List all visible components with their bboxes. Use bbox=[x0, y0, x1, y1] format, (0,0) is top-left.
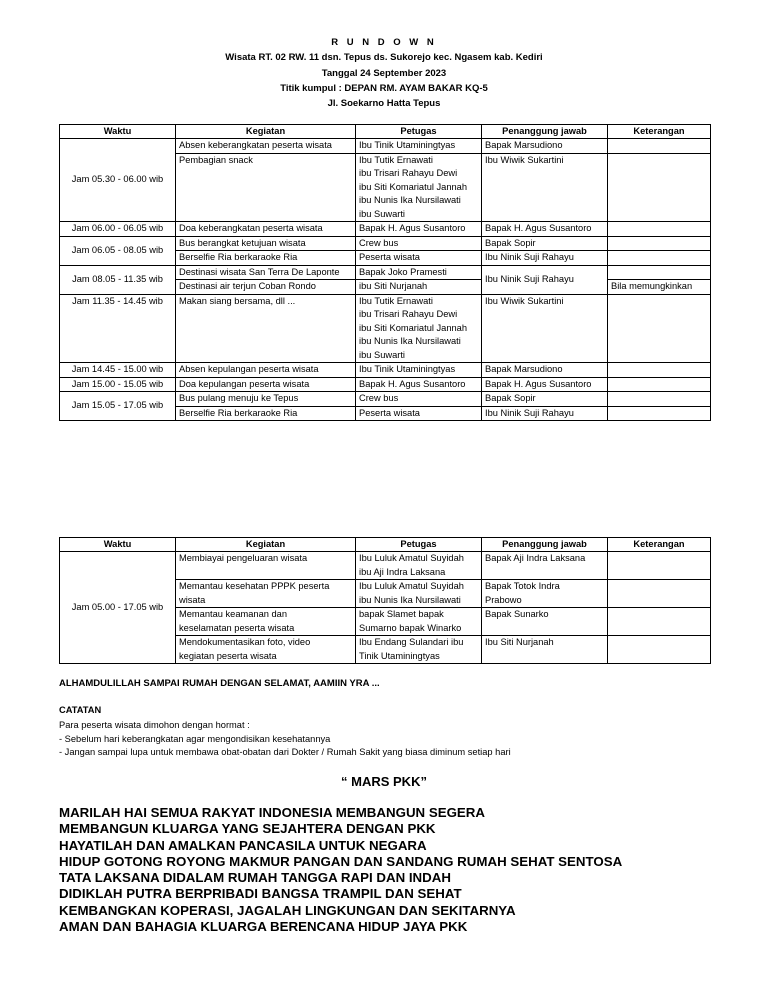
keterangan-cell: Bila memungkinkan bbox=[608, 280, 711, 295]
table-row bbox=[60, 222, 711, 237]
penanggung-line: Bapak Aji Indra Laksana bbox=[485, 553, 586, 563]
header-date: Tanggal 24 September 2023 bbox=[321, 67, 447, 79]
table-header-row bbox=[60, 538, 711, 552]
kegiatan-cell: Berselfie Ria berkaraoke Ria bbox=[176, 406, 356, 421]
time-cell: Jam 06.00 - 06.05 wib bbox=[60, 222, 176, 237]
penanggung-cell bbox=[482, 608, 608, 636]
petugas-cell: Peserta wisata bbox=[356, 406, 482, 421]
lyric-line: AMAN DAN BAHAGIA KLUARGA BERENCANA HIDUP JAYA PKK bbox=[59, 919, 468, 935]
time-cell: Jam 08.05 - 11.35 wib bbox=[60, 265, 176, 294]
petugas-line: Ibu Luluk Amatul Suyidah bbox=[359, 581, 464, 591]
column-header-penanggung-jawab: Penanggung jawab bbox=[482, 538, 608, 552]
column-header-waktu: Waktu bbox=[60, 538, 176, 552]
petugas-cell: Ibu Tinik Utaminingtyas bbox=[356, 139, 482, 154]
petugas-name: ibu Siti Komariatul Jannah bbox=[359, 181, 468, 192]
rundown-table bbox=[59, 124, 711, 421]
keterangan-cell bbox=[608, 392, 711, 407]
kegiatan-cell: Destinasi air terjun Coban Rondo bbox=[176, 280, 356, 295]
anthem-title: “ MARS PKK” bbox=[341, 774, 427, 789]
time-cell: Jam 15.05 - 17.05 wib bbox=[60, 392, 176, 421]
petugas-line: Ibu Luluk Amatul Suyidah bbox=[359, 553, 464, 563]
penanggung-cell bbox=[482, 552, 608, 580]
keterangan-cell bbox=[608, 222, 711, 237]
petugas-cell: ibu Siti Nurjanah bbox=[356, 280, 482, 295]
table-row bbox=[60, 236, 711, 251]
penanggung-cell: Ibu Ninik Suji Rahayu bbox=[482, 251, 608, 266]
support-duties-table bbox=[59, 537, 711, 664]
petugas-line: bapak Slamet bapak bbox=[359, 609, 444, 619]
keterangan-cell bbox=[608, 265, 711, 280]
kegiatan-line: Mendokumentasikan foto, video bbox=[179, 637, 311, 647]
column-header-kegiatan: Kegiatan bbox=[176, 125, 356, 139]
kegiatan-line: kegiatan peserta wisata bbox=[179, 650, 277, 661]
keterangan-cell bbox=[608, 153, 711, 222]
column-header-waktu: Waktu bbox=[60, 125, 176, 139]
lyric-line: HIDUP GOTONG ROYONG MAKMUR PANGAN DAN SANDANG RUMAH SEHAT SENTOSA bbox=[59, 853, 623, 869]
petugas-cell bbox=[356, 608, 482, 636]
keterangan-cell bbox=[608, 552, 711, 580]
penanggung-cell bbox=[482, 636, 608, 664]
time-cell: Jam 05.00 - 17.05 wib bbox=[60, 552, 176, 664]
penanggung-cell: Bapak Marsudiono bbox=[482, 363, 608, 378]
time-cell: Jam 11.35 - 14.45 wib bbox=[60, 294, 176, 363]
keterangan-cell bbox=[608, 236, 711, 251]
petugas-cell bbox=[356, 636, 482, 664]
petugas-name: ibu Trisari Rahayu Dewi bbox=[359, 168, 458, 178]
column-header-penanggung-jawab: Penanggung jawab bbox=[482, 125, 608, 139]
lyric-line: HAYATILAH DAN AMALKAN PANCASILA UNTUK NEGARA bbox=[59, 837, 427, 853]
table-header-row bbox=[60, 125, 711, 139]
kegiatan-cell: Absen keberangkatan peserta wisata bbox=[176, 139, 356, 154]
header-address: Jl. Soekarno Hatta Tepus bbox=[327, 98, 441, 110]
keterangan-cell bbox=[608, 363, 711, 378]
table-row bbox=[60, 377, 711, 392]
column-header-keterangan: Keterangan bbox=[608, 125, 711, 139]
petugas-line: ibu Aji Indra Laksana bbox=[359, 566, 446, 577]
keterangan-cell bbox=[608, 251, 711, 266]
penanggung-cell: Ibu Wiwik Sukartini bbox=[482, 294, 608, 363]
petugas-cell: Peserta wisata bbox=[356, 251, 482, 266]
table-row bbox=[60, 294, 711, 363]
kegiatan-cell bbox=[176, 636, 356, 664]
kegiatan-cell bbox=[176, 580, 356, 608]
time-cell: Jam 06.05 - 08.05 wib bbox=[60, 236, 176, 265]
kegiatan-line: keselamatan peserta wisata bbox=[179, 622, 295, 633]
petugas-cell bbox=[356, 580, 482, 608]
column-header-keterangan: Keterangan bbox=[608, 538, 711, 552]
petugas-line: Ibu Endang Sulandari ibu bbox=[359, 637, 464, 647]
kegiatan-line: wisata bbox=[179, 594, 206, 605]
petugas-name: Ibu Tutik Ernawati bbox=[359, 295, 433, 306]
table-row bbox=[60, 265, 711, 280]
keterangan-cell bbox=[608, 636, 711, 664]
petugas-cell: Ibu Tinik Utaminingtyas bbox=[356, 363, 482, 378]
petugas-line: Tinik Utaminingtyas bbox=[359, 650, 440, 661]
penanggung-line: Ibu Siti Nurjanah bbox=[485, 637, 554, 647]
penanggung-line: Bapak Sunarko bbox=[485, 609, 549, 619]
notes-item: - Sebelum hari keberangkatan agar mengondisikan kesehatannya bbox=[59, 733, 331, 744]
kegiatan-cell: Bus berangkat ketujuan wisata bbox=[176, 236, 356, 251]
penanggung-cell: Bapak Sopir bbox=[482, 392, 608, 407]
lyric-line: TATA LAKSANA DIDALAM RUMAH TANGGA RAPI DAN INDAH bbox=[59, 870, 451, 886]
notes-label: CATATAN bbox=[59, 705, 102, 715]
time-cell: Jam 05.30 - 06.00 wib bbox=[60, 139, 176, 222]
petugas-cell bbox=[356, 552, 482, 580]
column-header-kegiatan: Kegiatan bbox=[176, 538, 356, 552]
kegiatan-cell: Berselfie Ria berkaraoke Ria bbox=[176, 251, 356, 266]
petugas-cell bbox=[356, 153, 482, 222]
penanggung-cell: Ibu Ninik Suji Rahayu bbox=[482, 406, 608, 421]
kegiatan-cell: Doa keberangkatan peserta wisata bbox=[176, 222, 356, 237]
penanggung-cell: Bapak Marsudiono bbox=[482, 139, 608, 154]
petugas-name: ibu Nunis Ika Nursilawati bbox=[359, 195, 461, 205]
lyric-line: MARILAH HAI SEMUA RAKYAT INDONESIA MEMBANGUN SEGERA bbox=[59, 805, 486, 820]
petugas-name: ibu Siti Komariatul Jannah bbox=[359, 322, 468, 333]
table-row bbox=[60, 392, 711, 407]
notes-section bbox=[59, 704, 511, 760]
petugas-name: ibu Suwarti bbox=[359, 208, 405, 219]
lyric-line: MEMBANGUN KLUARGA YANG SEJAHTERA DENGAN PKK bbox=[59, 821, 436, 837]
petugas-name: ibu Trisari Rahayu Dewi bbox=[359, 309, 458, 319]
column-header-petugas: Petugas bbox=[356, 125, 482, 139]
penanggung-cell: Bapak H. Agus Susantoro bbox=[482, 222, 608, 237]
table-row bbox=[60, 139, 711, 154]
kegiatan-cell: Pembagian snack bbox=[176, 153, 356, 222]
penanggung-cell bbox=[482, 580, 608, 608]
table-row bbox=[60, 552, 711, 580]
kegiatan-line: Memantau kesehatan PPPK peserta bbox=[179, 581, 330, 591]
kegiatan-line: Membiayai pengeluaran wisata bbox=[179, 553, 308, 563]
petugas-cell: Crew bus bbox=[356, 236, 482, 251]
petugas-cell: Bapak H. Agus Susantoro bbox=[356, 377, 482, 392]
petugas-cell: Crew bus bbox=[356, 392, 482, 407]
keterangan-cell bbox=[608, 608, 711, 636]
penanggung-line: Bapak Totok Indra bbox=[485, 581, 560, 591]
penanggung-line: Prabowo bbox=[485, 594, 522, 605]
petugas-line: ibu Nunis Ika Nursilawati bbox=[359, 594, 461, 605]
keterangan-cell bbox=[608, 580, 711, 608]
petugas-cell: Bapak H. Agus Susantoro bbox=[356, 222, 482, 237]
time-cell: Jam 15.00 - 15.05 wib bbox=[60, 377, 176, 392]
penanggung-cell: Ibu Ninik Suji Rahayu bbox=[482, 265, 608, 294]
header-meeting-point: Titik kumpul : DEPAN RM. AYAM BAKAR KQ-5 bbox=[280, 82, 488, 94]
notes-item: - Jangan sampai lupa untuk membawa obat-obatan dari Dokter / Rumah Sakit yang biasa diminum setiap hari bbox=[59, 747, 511, 758]
lyric-line: DIDIKLAH PUTRA BERPRIBADI BANGSA TRAMPIL DAN SEHAT bbox=[59, 886, 462, 902]
petugas-name: ibu Suwarti bbox=[359, 349, 405, 360]
kegiatan-line: Memantau keamanan dan bbox=[179, 609, 288, 619]
kegiatan-cell bbox=[176, 608, 356, 636]
kegiatan-cell: Doa kepulangan peserta wisata bbox=[176, 377, 356, 392]
document-title: R U N D O W N bbox=[331, 37, 437, 48]
keterangan-cell bbox=[608, 377, 711, 392]
penanggung-cell: Bapak H. Agus Susantoro bbox=[482, 377, 608, 392]
petugas-cell: Bapak Joko Pramesti bbox=[356, 265, 482, 280]
notes-intro: Para peserta wisata dimohon dengan hormat : bbox=[59, 719, 250, 730]
table-row bbox=[60, 363, 711, 378]
header-location: Wisata RT. 02 RW. 11 dsn. Tepus ds. Sukorejo kec. Ngasem kab. Kediri bbox=[225, 52, 543, 64]
petugas-line: Sumarno bapak Winarko bbox=[359, 622, 462, 633]
penanggung-cell: Ibu Wiwik Sukartini bbox=[482, 153, 608, 222]
kegiatan-cell: Destinasi wisata San Terra De Laponte bbox=[176, 265, 356, 280]
column-header-petugas: Petugas bbox=[356, 538, 482, 552]
petugas-name: Ibu Tutik Ernawati bbox=[359, 154, 433, 165]
petugas-name: ibu Nunis Ika Nursilawati bbox=[359, 336, 461, 346]
keterangan-cell bbox=[608, 406, 711, 421]
keterangan-cell bbox=[608, 294, 711, 363]
petugas-cell bbox=[356, 294, 482, 363]
kegiatan-cell: Absen kepulangan peserta wisata bbox=[176, 363, 356, 378]
kegiatan-cell: Makan siang bersama, dll ... bbox=[176, 294, 356, 363]
penanggung-cell: Bapak Sopir bbox=[482, 236, 608, 251]
keterangan-cell bbox=[608, 139, 711, 154]
kegiatan-cell bbox=[176, 552, 356, 580]
kegiatan-cell: Bus pulang menuju ke Tepus bbox=[176, 392, 356, 407]
time-cell: Jam 14.45 - 15.00 wib bbox=[60, 363, 176, 378]
anthem-lyrics bbox=[59, 805, 622, 935]
lyric-line: KEMBANGKAN KOPERASI, JAGALAH LINGKUNGAN DAN SEKITARNYA bbox=[59, 902, 516, 918]
closing-prayer: ALHAMDULILLAH SAMPAI RUMAH DENGAN SELAMAT, AAMIIN YRA ... bbox=[59, 678, 380, 689]
document-header bbox=[0, 35, 768, 111]
